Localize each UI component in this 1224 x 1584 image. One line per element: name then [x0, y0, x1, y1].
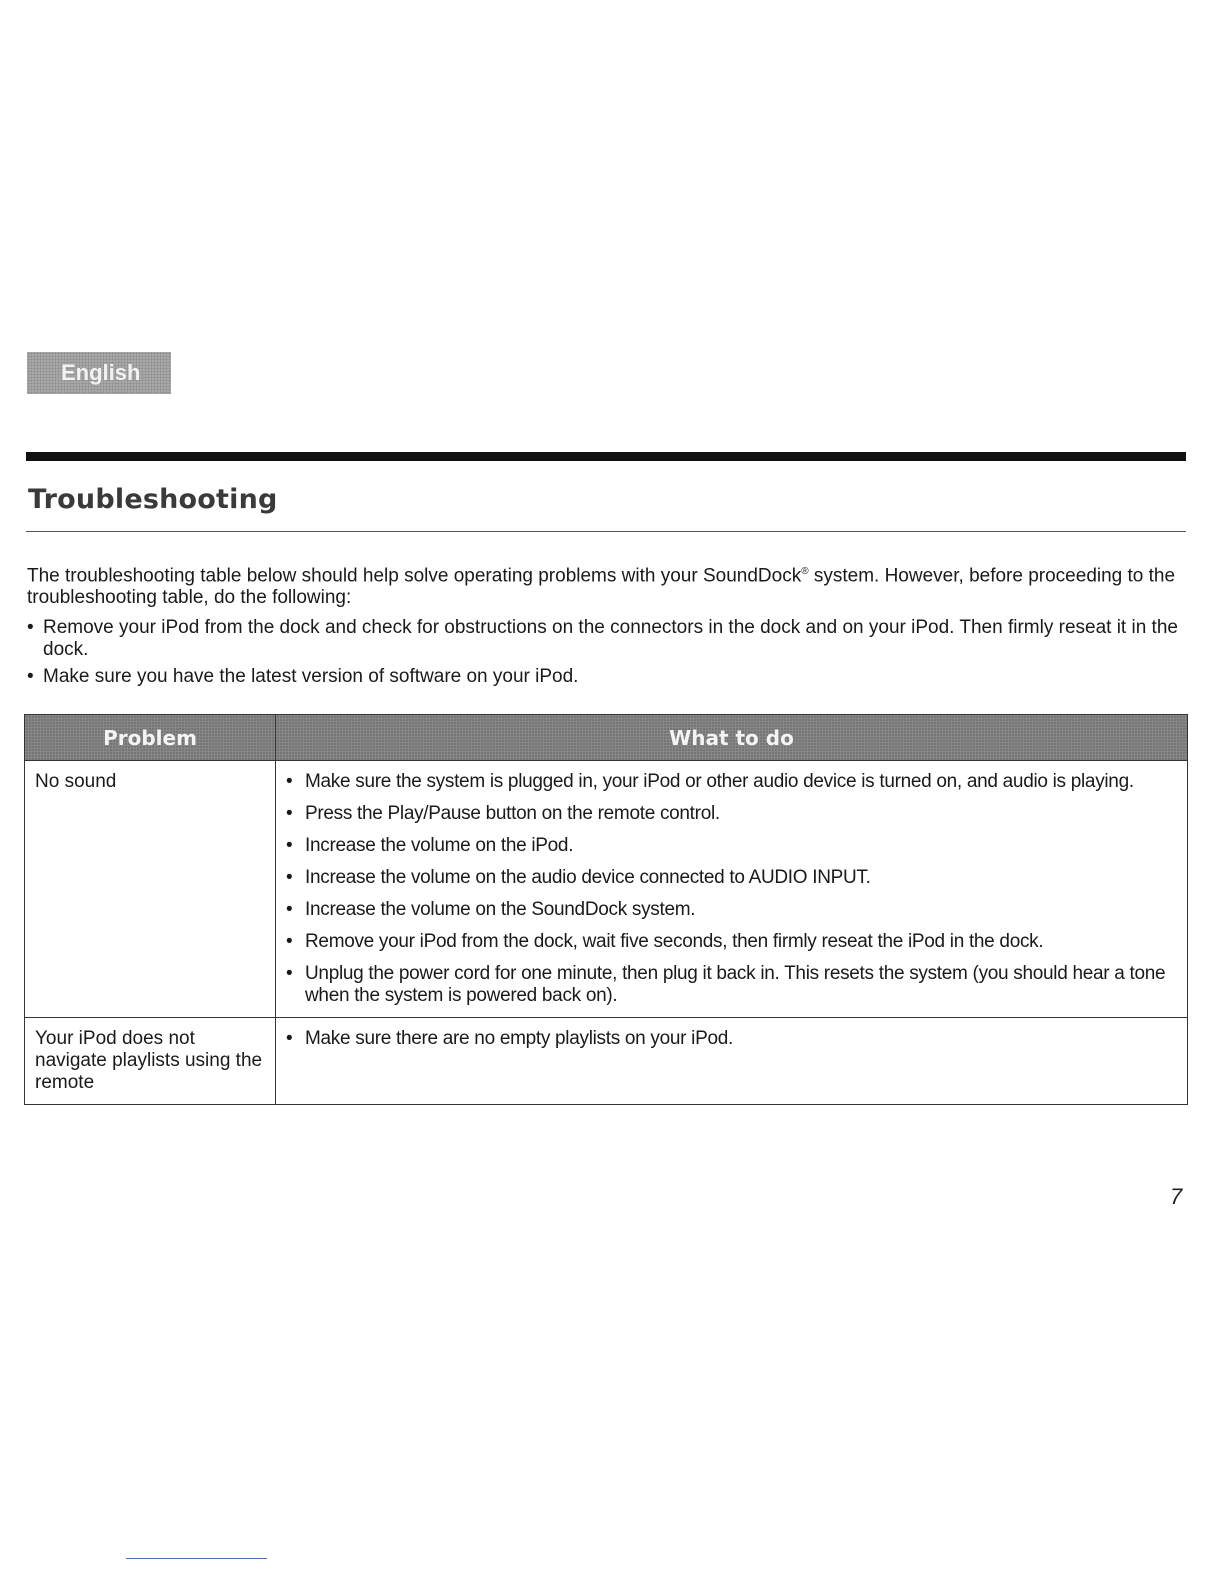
solution-item: • Make sure there are no empty playlists on your iPod.: [286, 1028, 1177, 1050]
intro-text-end: system. However, before proceeding to the troubleshooting table, do the following:: [27, 565, 1176, 609]
header-what-to-do: What to do: [276, 715, 1188, 761]
solution-cell: [276, 761, 1188, 1018]
solution-item: • Increase the volume on the SoundDock system.: [286, 899, 1177, 921]
page-number: 7: [1170, 1184, 1183, 1209]
section-title-underline: [26, 531, 1186, 532]
footnote-rule: [126, 1558, 267, 1559]
header-problem: Problem: [25, 715, 276, 761]
troubleshooting-table: [24, 714, 1188, 1105]
intro-text-start: The troubleshooting table below should help solve operating problems with your SoundDock: [27, 565, 802, 587]
table-row: [25, 1018, 1188, 1105]
table-header-row: [25, 715, 1188, 761]
intro-paragraph: [27, 561, 1187, 609]
pre-check-item: • Remove your iPod from the dock and check for obstructions on the connectors in the dock and on your iPod. Then firmly reseat it in the dock.: [27, 617, 1187, 661]
problem-cell: Your iPod does not navigate playlists using the remote: [25, 1018, 276, 1105]
solution-item: • Make sure the system is plugged in, your iPod or other audio device is turned on, and audio is playing.: [286, 771, 1177, 793]
solution-item: • Increase the volume on the audio device connected to AUDIO INPUT.: [286, 867, 1177, 889]
solution-item: • Increase the volume on the iPod.: [286, 835, 1177, 857]
solution-list: [286, 1028, 1177, 1050]
solution-item: • Unplug the power cord for one minute, then plug it back in. This resets the system (you should hear a tone when the system is powered back on).: [286, 963, 1177, 1007]
solution-list: [286, 771, 1177, 1007]
problem-cell: No sound: [25, 761, 276, 1018]
pre-check-list: [27, 617, 1187, 693]
registered-mark: ®: [801, 566, 809, 577]
section-top-rule: [26, 452, 1186, 461]
pre-check-item: • Make sure you have the latest version of software on your iPod.: [27, 666, 1187, 688]
solution-item: • Remove your iPod from the dock, wait five seconds, then firmly reseat the iPod in the dock.: [286, 931, 1177, 953]
table-row: [25, 761, 1188, 1018]
solution-item: • Press the Play/Pause button on the remote control.: [286, 803, 1177, 825]
language-tab: English: [27, 352, 171, 394]
solution-cell: [276, 1018, 1188, 1105]
section-title: Troubleshooting: [28, 484, 278, 515]
